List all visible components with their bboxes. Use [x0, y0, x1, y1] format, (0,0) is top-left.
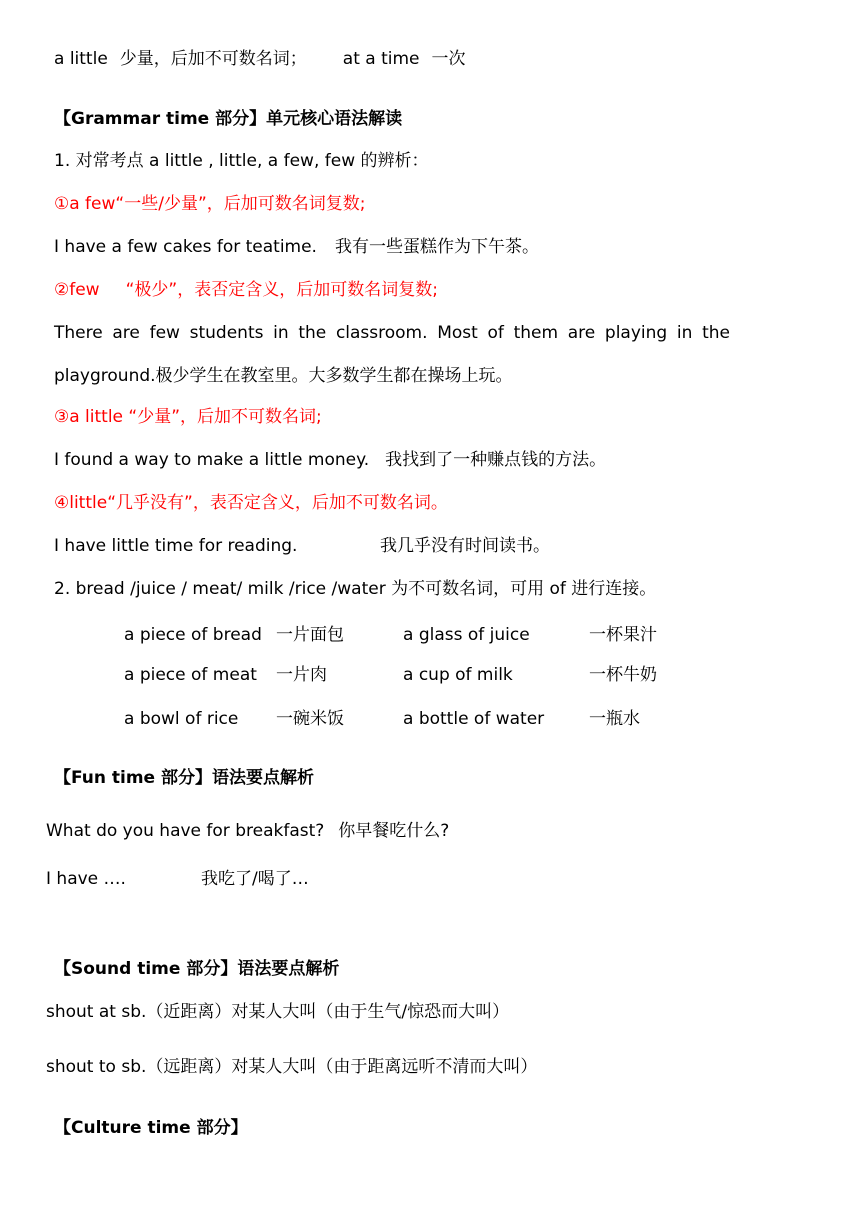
- phrase-zh: 一杯果汁: [589, 625, 657, 645]
- term-a-little-meaning: 少量，后加不可数名词；: [119, 49, 307, 69]
- point-2: 2. bread /juice / meat/ milk /rice /water 为不可数名词，可用 of 进行连接。: [54, 579, 657, 599]
- example-little: [54, 534, 550, 558]
- example-few-line-2: playground.极少学生在教室里。大多数学生都在操场上玩。: [54, 366, 513, 386]
- word: classroom.: [335, 323, 428, 343]
- word: playing: [604, 323, 668, 343]
- word: in: [676, 323, 693, 343]
- word: few: [149, 323, 180, 343]
- example-a-few: [54, 235, 539, 259]
- phrase-en: a piece of bread: [124, 625, 262, 645]
- example-little-en: I have little time for reading.: [54, 536, 298, 556]
- example-a-few-zh: 我有一些蛋糕作为下午茶。: [334, 237, 539, 257]
- phrase-en: a bowl of rice: [124, 709, 239, 729]
- word: are: [567, 323, 596, 343]
- shout-at-line: shout at sb.（近距离）对某人大叫（由于生气/惊恐而大叫）: [46, 1002, 510, 1022]
- term-at-a-time: at a time: [342, 49, 420, 69]
- word: in: [273, 323, 289, 343]
- example-few-line-1: [54, 321, 730, 345]
- rule-few: [54, 278, 438, 302]
- culture-heading: 【Culture time 部分】: [54, 1118, 248, 1138]
- example-a-few-en: I have a few cakes for teatime.: [54, 237, 317, 257]
- phrase-zh: 一杯牛奶: [589, 665, 657, 685]
- phrase-zh: 一片肉: [276, 665, 327, 685]
- word: the: [702, 323, 730, 343]
- phrase-en: a bottle of water: [403, 709, 545, 729]
- phrase-en: a glass of juice: [403, 625, 530, 645]
- word: students: [189, 323, 264, 343]
- word: of: [487, 323, 504, 343]
- fun-question-en: What do you have for breakfast?: [46, 821, 325, 841]
- word: Most: [437, 323, 478, 343]
- example-a-little: [54, 448, 606, 472]
- fun-heading: 【Fun time 部分】语法要点解析: [54, 768, 315, 788]
- rule-a-few: ①a few“一些/少量”，后加可数名词复数;: [54, 194, 366, 214]
- example-a-little-zh: 我找到了一种赚点钱的方法。: [385, 450, 607, 470]
- example-little-zh: 我几乎没有时间读书。: [380, 536, 550, 556]
- shout-to-line: shout to sb.（远距离）对某人大叫（由于距离远听不清而大叫）: [46, 1057, 538, 1077]
- fun-answer-en: I have ….: [46, 869, 126, 889]
- rule-little: ④little“几乎没有”，表否定含义，后加不可数名词。: [54, 493, 448, 513]
- grammar-heading: 【Grammar time 部分】单元核心语法解读: [54, 109, 403, 129]
- sound-heading: 【Sound time 部分】语法要点解析: [54, 959, 340, 979]
- intro-line: [54, 47, 466, 71]
- rule-a-little: ③a little “少量”，后加不可数名词;: [54, 407, 322, 427]
- phrase-en: a piece of meat: [124, 665, 257, 685]
- rule-few-meaning: “极少”，表否定含义，后加可数名词复数;: [125, 280, 438, 300]
- term-at-a-time-meaning: 一次: [431, 49, 466, 69]
- word: the: [298, 323, 327, 343]
- phrase-zh: 一瓶水: [589, 709, 640, 729]
- word: There: [54, 323, 103, 343]
- phrase-en: a cup of milk: [403, 665, 513, 685]
- fun-answer: [46, 867, 309, 891]
- fun-answer-zh: 我吃了/喝了…: [201, 869, 309, 889]
- example-a-little-en: I found a way to make a little money.: [54, 450, 370, 470]
- fun-question-zh: 你早餐吃什么?: [338, 821, 450, 841]
- rule-few-term: ②few: [54, 280, 100, 300]
- fun-question: [46, 819, 449, 843]
- word: are: [112, 323, 140, 343]
- point-1: 1. 对常考点 a little , little, a few, few 的辨析：: [54, 151, 429, 171]
- phrase-zh: 一片面包: [276, 625, 344, 645]
- term-a-little: a little: [54, 49, 108, 69]
- word: them: [513, 323, 559, 343]
- phrase-zh: 一碗米饭: [276, 709, 344, 729]
